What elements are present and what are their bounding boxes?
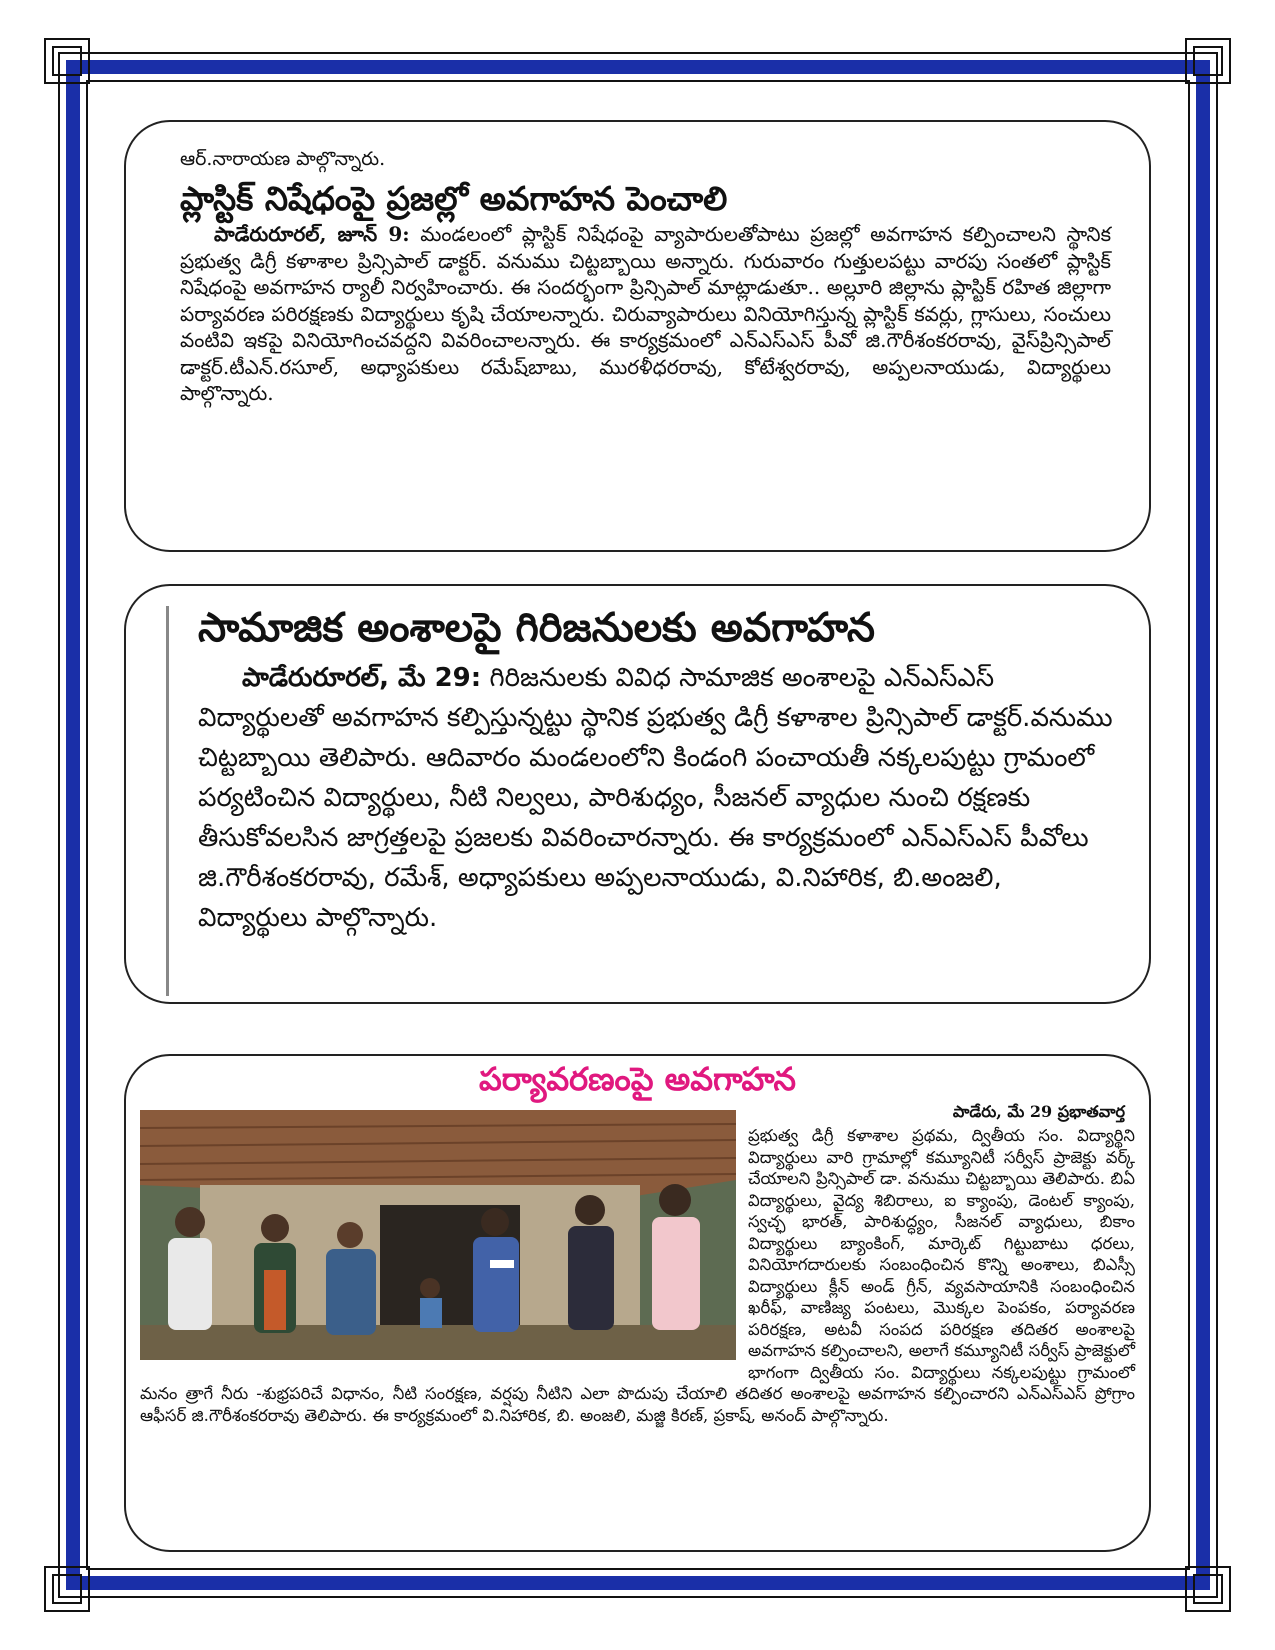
news-clipping-tribal-awareness xyxy=(124,584,1151,1004)
article-text: మండలంలో ప్లాస్టిక్ నిషేధంపై వ్యాపారులతోపాటు ప్రజల్లో అవగాహన కల్పించాలని స్థానిక ప్రభుత్వ డిగ్రీ కళాశాల ప్రిన్సిపాల్ డాక్టర్. వనుము చిట్టబ్బాయి అన్నారు. గురువారం గుత్తులపట్టు వారపు సంతలో ప్లాస్టిక్ నిషేధంపై అవగాహన ర్యాలీ నిర్వహించారు. ఈ సందర్భంగా ప్రిన్సిపాల్ మాట్లాడుతూ.. అల్లూరి జిల్లాను ప్లాస్టిక్ రహిత జిల్లాగా పర్యావరణ పరిరక్షణకు విద్యార్థులు కృషి చేయాలన్నారు. చిరువ్యాపారులు వినియోగిస్తున్న ప్లాస్టిక్ కవర్లు, గ్లాసులు, సంచులు వంటివి ఇకపై వినియోగించవద్దని వివరించాలన్నారు. ఈ కార్యక్రమంలో ఎన్ఎస్ఎస్ పీవో జి.గౌరీశంకరరావు, వైస్‌ప్రిన్సిపాల్ డాక్టర్.టీఎన్.రసూల్, అధ్యాపకులు రమేష్‌బాబు, మురళీధరరావు, కోటేశ్వరరావు, అప్పలనాయుడు, విద్యార్థులు పాల్గొన్నారు. xyxy=(180,222,1112,406)
article-dateline: పాడేరురూరల్, మే 29: xyxy=(242,663,482,693)
article-body: ప్రభుత్వ డిగ్రీ కళాశాల ప్రథమ, ద్వితీయ సం. విద్యార్థిని విద్యార్థులు వారి గ్రామాల్లో కమ్యూనిటీ సర్వీస్ ప్రాజెక్టు వర్క్ చేయాలని ప్రిన్సిపాల్ డా. వనుము చిట్టబ్బాయి తెలిపారు. బిఏ విద్యార్థులు, వైద్య శిబిరాలు, ఐ క్యాంపు, డెంటల్ క్యాంపు, స్వచ్ఛ భారత్, పారిశుద్ధ్యం, సీజనల్ వ్యాధులు, బికాం విద్యార్థులు బ్యాంకింగ్, మార్కెట్ గిట్టుబాటు ధరలు, వినియోగదారులకు సంబంధించిన కొన్ని అంశాలు, బిఎస్సీ విద్యార్థులు క్లీన్ అండ్ గ్రీన్, వ్యవసాయానికి సంబంధించిన ఖరీఫ్, వాణిజ్య పంటలు, మొక్కల పెంపకం, పర్యావరణ పరిరక్షణ, అటవీ సంపద పరిరక్షణ తదితర అంశాలపై అవగాహన కల్పించాలని, అలాగే కమ్యూనిటీ సర్వీస్ ప్రాజెక్టులో భాగంగా ద్వితీయ సం. విద్యార్థులు నక్కలపుట్టు గ్రామంలో మనం త్రాగే నీరు -శుభ్రపరిచే విధానం, నీటి సంరక్షణ, వర్షపు నీటిని ఎలా పొదుపు చేయాలి తదితర అంశాలపై అవగాహన కల్పించారని ఎన్ఎస్ఎస్ ప్రోగ్రాం ఆఫీసర్ జి.గౌరీశంకరరావు తెలిపారు. ఈ కార్యక్రమంలో వి.నిహారిక, బి. అంజలి, మజ్జి కిరణ్, ప్రకాష్, అనంద్ పాల్గొన్నారు. xyxy=(140,1126,1135,1425)
frame-corner-ornament xyxy=(1185,38,1231,84)
previous-article-tail: ఆర్.నారాయణ పాల్గొన్నారు. xyxy=(180,148,386,170)
news-photo-students-village xyxy=(140,1110,736,1360)
article-headline: సామాజిక అంశాలపై గిరిజనులకు అవగాహన xyxy=(198,605,875,651)
article-body xyxy=(198,658,1115,938)
article-headline: పర్యావరణంపై అవగాహన xyxy=(478,1060,797,1098)
article-body xyxy=(180,221,1111,407)
frame-corner-ornament xyxy=(1185,1566,1231,1612)
frame-corner-ornament xyxy=(44,1566,90,1612)
frame-corner-ornament xyxy=(44,38,90,84)
photo-illustration xyxy=(140,1110,736,1360)
news-clipping-plastic-ban xyxy=(124,120,1151,552)
column-rule xyxy=(166,606,169,996)
news-clipping-environment-awareness xyxy=(124,1054,1151,1552)
article-dateline: పాడేరు, మే 29 ప్రభాతవార్త xyxy=(952,1102,1125,1122)
article-dateline: పాడేరురూరల్, జూన్ 9: xyxy=(214,222,410,247)
article-headline: ప్లాస్టిక్ నిషేధంపై ప్రజల్లో అవగాహన పెంచాలి xyxy=(180,179,728,218)
article-text: గిరిజనులకు వివిధ సామాజిక అంశాలపై ఎన్ఎస్ఎస్ విద్యార్థులతో అవగాహన కల్పిస్తున్నట్టు స్థానిక ప్రభుత్వ డిగ్రీ కళాశాల ప్రిన్సిపాల్ డాక్టర్.వనుము చిట్టబ్బాయి తెలిపారు. ఆదివారం మండలంలోని కిండంగి పంచాయతీ నక్కలపుట్టు గ్రామంలో పర్యటించిన విద్యార్థులు, నీటి నిల్వలు, పారిశుధ్యం, సీజనల్ వ్యాధుల నుంచి రక్షణకు తీసుకోవలసిన జాగ్రత్తలపై ప్రజలకు వివరించారన్నారు. ఈ కార్యక్రమంలో ఎన్ఎస్ఎస్ పీవోలు జి.గౌరీశంకరరావు, రమేశ్, అధ్యాపకులు అప్పలనాయుడు, వి.నిహారిక, బి.అంజలి, విద్యార్థులు పాల్గొన్నారు. xyxy=(198,663,1113,933)
